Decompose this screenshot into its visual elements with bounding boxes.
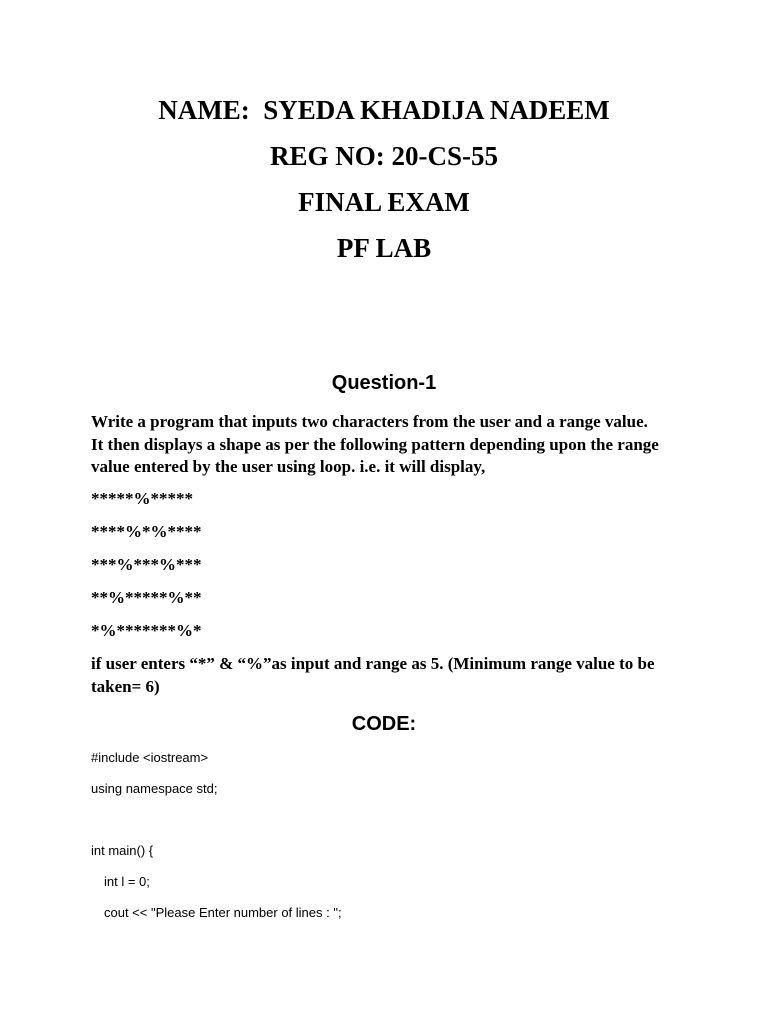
code-line: int main() {: [91, 843, 154, 858]
code-line: #include <iostream>: [91, 750, 209, 765]
code-line: cout << "Please Enter number of lines : ";: [104, 905, 342, 920]
pattern-line: *****%*****: [91, 489, 193, 508]
lab-title-line: PF LAB: [336, 233, 432, 263]
question-prompt-line-2: It then displays a shape as per the following pattern depending upon the range: [91, 434, 659, 454]
pattern-line: ***%***%***: [91, 555, 202, 574]
code-heading: CODE:: [351, 713, 417, 735]
code-line: int l = 0;: [104, 874, 150, 889]
pattern-line: ****%*%****: [91, 522, 202, 541]
question-prompt-line-3: value entered by the user using loop. i.e. it will display,: [91, 457, 486, 476]
registration-number-line: REG NO: 20-CS-55: [270, 141, 498, 171]
student-name-line: NAME: SYEDA KHADIJA NADEEM: [158, 95, 610, 125]
code-line: using namespace std;: [91, 781, 218, 796]
question-prompt-line-1: Write a program that inputs two characters from the user and a range value.: [91, 412, 648, 431]
input-note-line-2: taken= 6): [91, 676, 160, 696]
pattern-line: **%*****%**: [91, 588, 202, 607]
exam-title-line: FINAL EXAM: [298, 187, 470, 217]
input-note-line-1: if user enters “*” & “%”as input and range as 5. (Minimum range value to be: [91, 654, 655, 673]
question-heading: Question-1: [331, 372, 437, 394]
pattern-line: *%*******%*: [91, 621, 202, 640]
